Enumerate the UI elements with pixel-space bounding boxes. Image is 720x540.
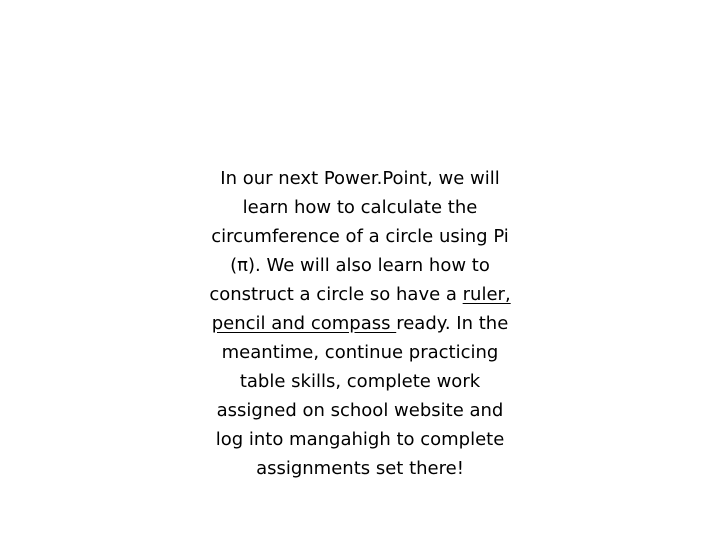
text-line — [170, 280, 550, 309]
text-line: learn how to calculate the — [242, 197, 478, 218]
text-line: assigned on school website and — [216, 400, 504, 421]
text-line: In our next Power.Point, we will — [220, 168, 500, 189]
slide-text-box — [170, 164, 550, 483]
text-segment: construct a circle so have a — [209, 284, 463, 305]
text-line: assignments set there! — [256, 458, 464, 479]
text-line: meantime, continue practicing — [221, 342, 499, 363]
underlined-text: pencil and compass — [211, 313, 397, 334]
text-line: table skills, complete work — [239, 371, 481, 392]
text-segment: ready. In the — [396, 313, 509, 334]
text-line: log into mangahigh to complete — [215, 429, 505, 450]
text-line — [170, 309, 550, 338]
underlined-text: ruler, — [462, 284, 511, 305]
text-line: (π). We will also learn how to — [230, 255, 490, 276]
text-line: circumference of a circle using Pi — [211, 226, 509, 247]
